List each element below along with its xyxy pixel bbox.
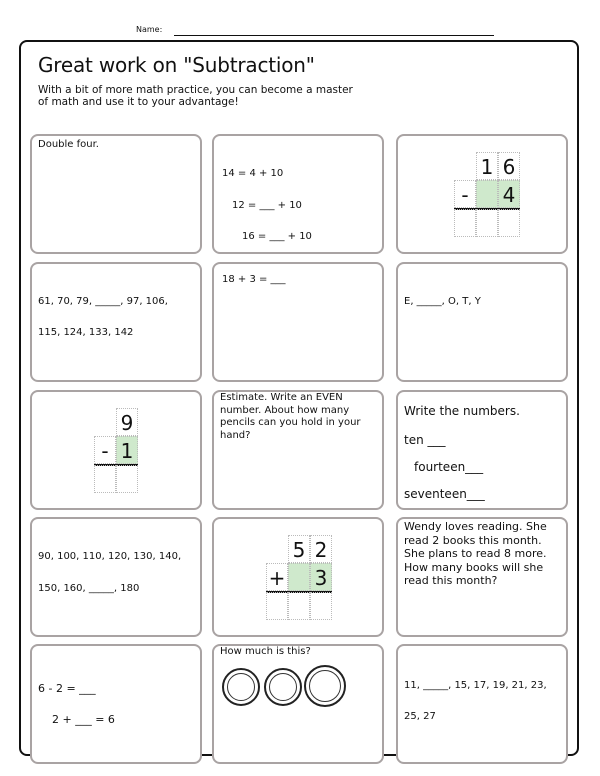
number-word-seventeen: seventeen___ (404, 487, 485, 501)
operator-cell: - (454, 180, 476, 208)
answer-cell[interactable] (476, 209, 498, 237)
problem-letter-sequence (396, 262, 568, 382)
name-label: Name: (136, 25, 163, 34)
digit-cell: 1 (116, 436, 138, 464)
problem-wendy-books (396, 517, 568, 637)
equation-line-3: 16 = ___ + 10 (242, 231, 312, 242)
problem-text: Wendy loves reading. She read 2 books this month. She plans to read 8 more. How many books will she read this month? (404, 520, 547, 587)
problem-text: How much is this? (220, 646, 311, 657)
sequence-line-2: 150, 160, _____, 180 (38, 583, 140, 594)
problem-make-ten (212, 134, 384, 254)
problem-vertical-16-minus-4 (396, 134, 568, 254)
digit-cell: 5 (288, 535, 310, 563)
instruction-text: Write the numbers. (404, 404, 520, 418)
equation-line-2: 2 + ___ = 6 (52, 713, 115, 726)
problem-text: E, _____, O, T, Y (404, 296, 481, 307)
answer-cell[interactable] (116, 465, 138, 493)
answer-cell[interactable] (310, 592, 332, 620)
problem-odd-sequence (396, 644, 568, 764)
worksheet-title: Great work on "Subtraction" (38, 53, 315, 77)
problem-sequence-by-ten (30, 517, 202, 637)
sequence-line-1: 11, _____, 15, 17, 19, 21, 23, (404, 680, 547, 691)
worksheet-subtitle (38, 84, 398, 108)
sequence-line-1: 90, 100, 110, 120, 130, 140, (38, 551, 182, 562)
number-word-ten: ten ___ (404, 433, 446, 447)
dime-coin-icon (264, 668, 302, 706)
sequence-line-1: 61, 70, 79, _____, 97, 106, (38, 296, 168, 307)
problem-text: 18 + 3 = ___ (222, 274, 286, 285)
problem-double-four (30, 134, 202, 254)
name-input-line[interactable] (174, 35, 494, 36)
digit-cell: 6 (498, 152, 520, 180)
operator-cell: + (266, 563, 288, 591)
problem-fact-family (30, 644, 202, 764)
operator-cell: - (94, 436, 116, 464)
digit-cell: 9 (116, 408, 138, 436)
problem-sequence-by-nine (30, 262, 202, 382)
dime-coin-icon (222, 668, 260, 706)
answer-cell[interactable] (498, 209, 520, 237)
equation-line-2: 12 = ___ + 10 (232, 200, 302, 211)
equation-line-1: 6 - 2 = ___ (38, 682, 96, 695)
problem-estimate-pencils (212, 390, 384, 510)
problem-text: Double four. (38, 139, 99, 150)
digit-cell (476, 180, 498, 208)
problem-18-plus-3 (212, 262, 384, 382)
problem-write-numbers (396, 390, 568, 510)
number-word-fourteen: fourteen___ (414, 460, 484, 474)
problem-text: Estimate. Write an EVEN number. About how many pencils can you hold in your hand? (220, 392, 361, 441)
problem-count-coins (212, 644, 384, 764)
equation-line-1: 14 = 4 + 10 (222, 168, 284, 179)
problem-vertical-52-plus-3 (212, 517, 384, 637)
answer-cell[interactable] (454, 209, 476, 237)
answer-cell[interactable] (288, 592, 310, 620)
answer-cell[interactable] (266, 592, 288, 620)
digit-cell: 2 (310, 535, 332, 563)
sequence-line-2: 25, 27 (404, 711, 436, 722)
digit-cell: 3 (310, 563, 332, 591)
digit-cell: 1 (476, 152, 498, 180)
problem-vertical-9-minus-1 (30, 390, 202, 510)
subtitle-line-2: of math and use it to your advantage! (38, 96, 239, 108)
answer-cell[interactable] (94, 465, 116, 493)
digit-cell (288, 563, 310, 591)
subtitle-line-1: With a bit of more math practice, you can become a master (38, 84, 353, 96)
sequence-line-2: 115, 124, 133, 142 (38, 327, 134, 338)
digit-cell: 4 (498, 180, 520, 208)
penny-coin-icon (304, 665, 346, 707)
